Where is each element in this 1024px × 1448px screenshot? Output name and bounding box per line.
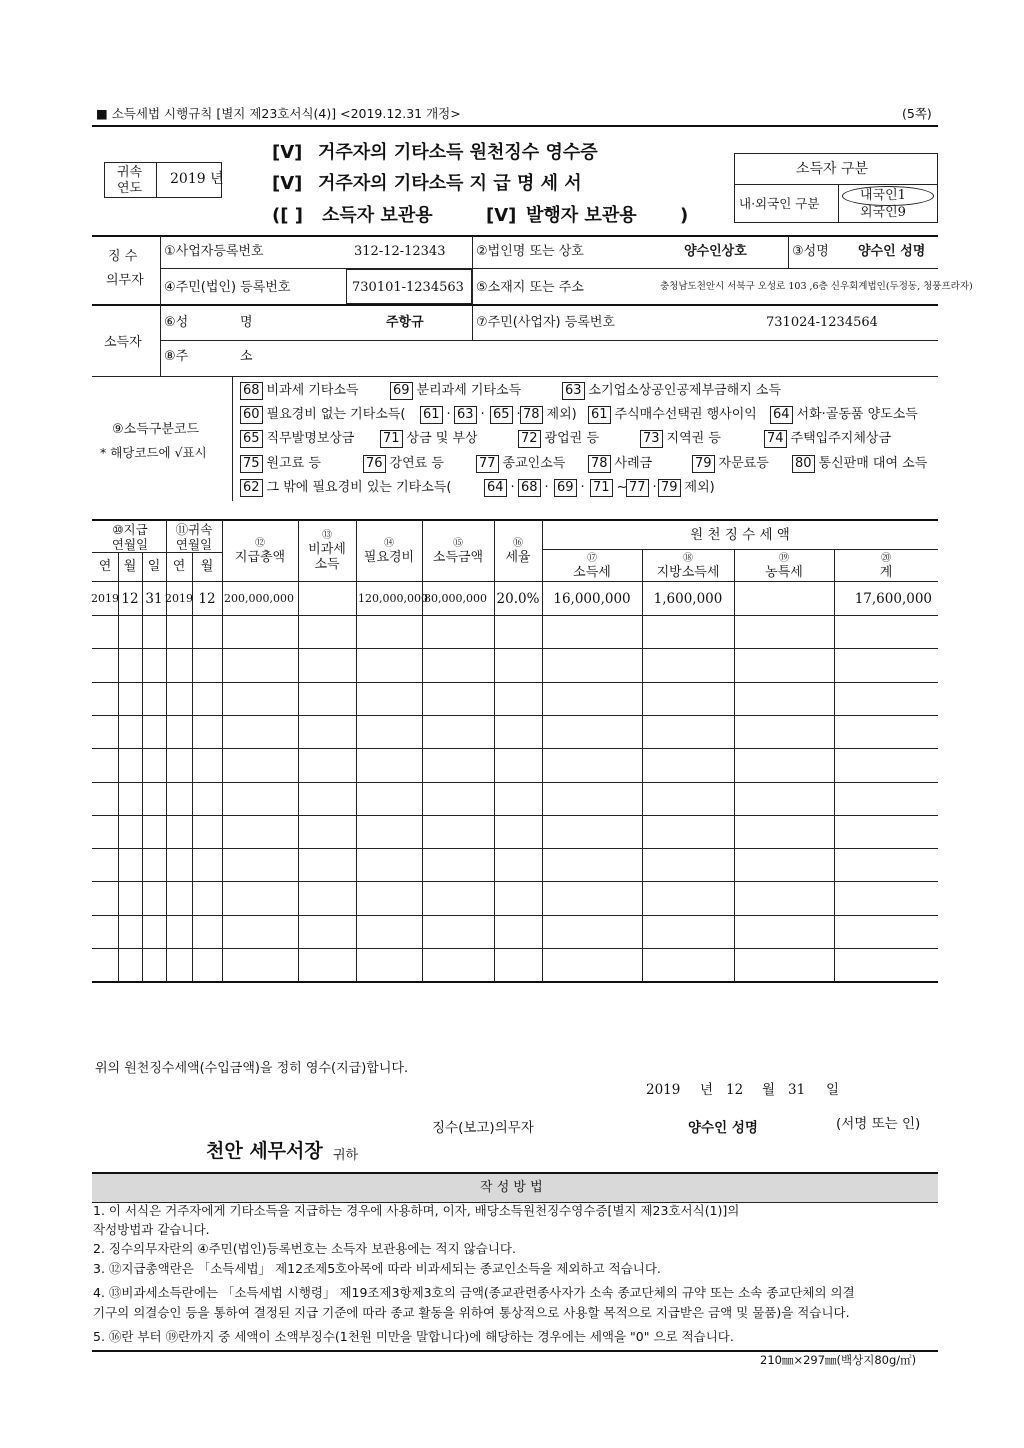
income-code-checkbox[interactable]: 77 [476, 455, 499, 473]
table-header: ⑯ [513, 538, 523, 549]
resident-option-foreign[interactable]: 외국인9 [860, 205, 906, 220]
income-code-checkbox[interactable]: 71 [590, 479, 613, 497]
income-code-item [240, 479, 451, 497]
title-2-check[interactable]: [V] [272, 173, 303, 194]
income-code-text: 주식매수선택권 행사이익 [614, 407, 757, 422]
recipient-section: 소득자 [104, 335, 142, 350]
income-code-checkbox[interactable]: 69 [554, 479, 577, 497]
income-code-text: 자문료등 [718, 456, 769, 471]
income-code-checkbox[interactable]: 79 [692, 455, 715, 473]
income-code-item [640, 430, 721, 448]
table-header: ⑩지급 [112, 522, 148, 537]
income-code-item [692, 455, 769, 473]
address-label: ⑤소재지 또는 주소 [476, 280, 584, 295]
date-month: 12 [726, 1082, 744, 1098]
recipient-address-label-1: ⑧주 [164, 349, 189, 364]
income-code-note: * 해당코드에 √표시 [100, 445, 207, 460]
payer-name-label: ③성명 [792, 244, 829, 259]
income-code-item [240, 430, 354, 448]
biz-no-value: 312-12-12343 [354, 244, 446, 259]
income-code-checkbox[interactable]: 61 [420, 406, 443, 424]
income-code-text: 소기업소상공인공제부금해지 소득 [588, 383, 782, 398]
table-header: 일 [147, 559, 161, 574]
recipient-name-label-2: 명 [240, 315, 253, 330]
table-header: 소득금액 [432, 550, 484, 565]
reg-no-label: ④주민(법인) 등록번호 [164, 280, 291, 295]
recipient-name-label-1: ⑥성 [164, 315, 189, 330]
recipient-reg-label: ⑦주민(사업자) 등록번호 [476, 315, 615, 330]
table-cell-expense: 120,000,000 [358, 592, 428, 605]
instructions-title: 작 성 방 법 [480, 1180, 543, 1195]
income-code-text: 통신판매 대여 소득 [818, 456, 928, 471]
corp-name-value: 양수인상호 [684, 244, 747, 259]
instruction-line: 3. ⑫지급총액란은 「소득세법」 제12조제5호아목에 따라 비과세되는 종교인소득을 제외하고 적습니다. [93, 1261, 661, 1276]
income-code-checkbox[interactable]: 60 [240, 406, 263, 424]
income-code-item [420, 406, 451, 424]
year-label-2: 연도 [117, 181, 143, 196]
copy-issuer: 발행자 보관용 [526, 205, 637, 226]
table-header: 연 [98, 559, 112, 574]
table-header: 지급총액 [234, 550, 286, 565]
income-code-text: 비과세 기타소득 [266, 383, 359, 398]
income-code-item [363, 455, 444, 473]
table-cell-pay-y: 2019 [91, 592, 119, 605]
table-header: 월 [123, 559, 137, 574]
income-code-checkbox[interactable]: 63 [562, 382, 585, 400]
income-code-item [484, 479, 515, 497]
income-code-item [562, 382, 781, 400]
tax-office: 천안 세무서장 [206, 1140, 323, 1162]
income-code-checkbox[interactable]: 68 [518, 479, 541, 497]
table-cell-income: 80,000,000 [424, 592, 487, 605]
instruction-line: 5. ⑯란 부터 ⑲란까지 중 세액이 소액부징수(1천원 미만을 말합니다)에 해당하는 경우에는 세액을 "0" 으로 적습니다. [93, 1329, 734, 1344]
instruction-line: 작성방법과 같습니다. [93, 1222, 210, 1237]
date-month-label: 월 [762, 1082, 776, 1098]
income-code-item [518, 479, 549, 497]
table-header: 월 [200, 559, 214, 574]
table-header: ⑱ [683, 553, 693, 564]
income-code-item [380, 430, 478, 448]
income-code-text: · [516, 407, 521, 422]
income-code-item [588, 455, 652, 473]
income-code-checkbox[interactable]: 80 [792, 455, 815, 473]
income-code-checkbox[interactable]: 77 [626, 479, 649, 497]
table-header: 농특세 [765, 565, 803, 580]
table-header: 세율 [505, 550, 531, 565]
title-receipt: 거주자의 기타소득 원천징수 영수증 [318, 142, 598, 163]
table-cell-attr-y: 2019 [165, 592, 193, 605]
income-code-checkbox[interactable]: 65 [240, 430, 263, 448]
table-header: 계 [879, 565, 893, 580]
income-code-text: 직무발명보상금 [266, 431, 355, 446]
income-code-text: 지역권 등 [666, 431, 721, 446]
income-code-text: · [446, 407, 451, 422]
biz-no-label: ①사업자등록번호 [164, 244, 264, 259]
income-code-text: 사례금 [614, 456, 653, 471]
table-header: 소득 [314, 557, 340, 572]
income-code-checkbox[interactable]: 65 [490, 406, 513, 424]
income-code-checkbox[interactable]: 78 [588, 455, 611, 473]
income-code-item [240, 382, 359, 400]
table-header: ⑫ [255, 538, 265, 549]
income-code-text: 그 밖에 필요경비 있는 기타소득( [266, 480, 452, 495]
copy-close: ) [680, 205, 689, 226]
table-header: 필요경비 [363, 550, 415, 565]
income-code-text: 종교인소득 [502, 456, 566, 471]
income-code-item [520, 406, 577, 424]
table-header: ⑭ [384, 538, 394, 549]
table-header: ⑮ [453, 538, 463, 549]
title-1-check[interactable]: [V] [272, 142, 303, 163]
table-header: ⑬ [322, 530, 332, 541]
income-code-checkbox[interactable]: 61 [588, 406, 611, 424]
reg-no-value: 730101-1234563 [352, 280, 464, 295]
income-code-item [490, 406, 521, 424]
income-code-checkbox[interactable]: 76 [363, 455, 386, 473]
instruction-line: 4. ⑬비과세소득란에는 「소득세법 시행령」 제19조제3항제3호의 금액(종교관련종사자가 소속 종교단체의 규약 또는 소속 종교단체의 의결 [93, 1285, 855, 1300]
table-header: 지방소득세 [656, 565, 720, 580]
instruction-line: 1. 이 서식은 거주자에게 기타소득을 지급하는 경우에 사용하며, 이자, 배당소득원천징수영수증[별지 제23호서식(1)]의 [93, 1203, 740, 1218]
law-reference: ■ 소득세법 시행규칙 [별지 제23호서식(4)] <2019.12.31 개정> [96, 106, 461, 121]
income-code-checkbox[interactable]: 78 [520, 406, 543, 424]
copy-issuer-check[interactable]: [V] [486, 205, 517, 226]
instruction-line: 기구의 의결승인 등을 통하여 결정된 지급 기준에 따라 종교 활동을 위하여 통상적으로 사용할 목적으로 지급받은 금액 및 물품)을 적습니다. [93, 1305, 850, 1320]
date-day-label: 일 [826, 1082, 840, 1098]
income-code-checkbox[interactable]: 71 [380, 430, 403, 448]
table-cell-pay-m: 12 [121, 591, 139, 607]
income-code-text: ~ [616, 480, 628, 495]
payer-signature-label: 징수(보고)의무자 [432, 1120, 534, 1136]
income-code-item [588, 406, 757, 424]
signature-note: (서명 또는 인) [836, 1116, 921, 1132]
header-rule [92, 125, 938, 127]
table-header: ⑪귀속 [175, 522, 213, 537]
table-header: 비과세 [308, 542, 346, 557]
table-header: ⑳ [881, 553, 891, 564]
corp-name-label: ②법인명 또는 상호 [476, 244, 584, 259]
receipt-statement: 위의 원천징수세액(수입금액)을 정히 영수(지급)합니다. [95, 1061, 409, 1076]
table-cell-total: 200,000,000 [224, 592, 294, 605]
income-code-text: 필요경비 없는 기타소득( [266, 407, 406, 422]
page-number: (5쪽) [902, 106, 932, 121]
income-code-item [240, 406, 405, 424]
date-day: 31 [788, 1082, 806, 1098]
income-code-checkbox[interactable]: 69 [390, 382, 413, 400]
income-type-title: 소득자 구분 [796, 161, 869, 177]
income-code-label: ⑨소득구분코드 [112, 422, 200, 437]
income-code-item [240, 455, 321, 473]
recipient-name: 주항규 [386, 315, 424, 330]
income-code-checkbox[interactable]: 62 [240, 479, 263, 497]
table-cell-sum: 17,600,000 [854, 591, 932, 607]
income-code-item [590, 479, 627, 497]
paper-spec: 210㎜×297㎜(백상지80g/㎡) [760, 1353, 917, 1367]
date-year-label: 년 [700, 1082, 714, 1098]
income-code-text: 제외) [684, 480, 715, 495]
income-code-checkbox[interactable]: 63 [454, 406, 477, 424]
attribution-year: 2019 년 [170, 171, 224, 187]
income-code-checkbox[interactable]: 75 [240, 455, 263, 473]
income-code-text: · [510, 480, 515, 495]
table-cell-income-tax: 16,000,000 [553, 591, 631, 607]
income-code-checkbox[interactable]: 73 [640, 430, 663, 448]
title-statement: 거주자의 기타소득 지 급 명 세 서 [318, 173, 582, 194]
payer-name-value: 양수인 성명 [858, 244, 926, 259]
income-code-item [518, 430, 599, 448]
income-code-item [770, 406, 918, 424]
instruction-line: 2. 징수의무자란의 ④주민(법인)등록번호는 소득자 보관용에는 적지 않습니다. [93, 1241, 516, 1256]
table-header: 원 천 징 수 세 액 [690, 527, 790, 543]
recipient-address-label-2: 소 [240, 349, 253, 364]
income-code-text: 광업권 등 [544, 431, 599, 446]
table-header: 연월일 [111, 537, 149, 552]
year-label-1: 귀속 [117, 165, 143, 180]
copy-open: ([ ] [272, 205, 303, 226]
payer-section-2: 의무자 [106, 273, 144, 288]
income-code-text: 원고료 등 [266, 456, 321, 471]
income-code-item [658, 479, 715, 497]
income-code-text: 상금 및 부상 [406, 431, 478, 446]
table-header: 소득세 [573, 565, 611, 580]
table-header: 연월일 [175, 537, 213, 552]
income-code-checkbox[interactable]: 64 [770, 406, 793, 424]
income-code-item [626, 479, 657, 497]
date-year: 2019 [646, 1082, 681, 1098]
resident-option-domestic[interactable]: 내국인1 [860, 188, 906, 203]
income-code-text: 강연료 등 [389, 456, 444, 471]
recipient-reg-no: 731024-1234564 [766, 315, 878, 330]
income-code-item [792, 455, 927, 473]
payer-address: 충청남도천안시 서북구 오성로 103 ,6층 신우회계법인(두정동, 청풍프라자) [660, 281, 973, 292]
payer-section-1: 징 수 [108, 249, 138, 264]
income-code-item [554, 479, 585, 497]
table-header: 연 [172, 559, 186, 574]
income-code-checkbox[interactable]: 79 [658, 479, 681, 497]
income-code-text: 주택입주지체상금 [790, 431, 892, 446]
income-code-text: · [544, 480, 549, 495]
income-code-checkbox[interactable]: 74 [764, 430, 787, 448]
table-header: ⑲ [779, 553, 789, 564]
income-code-item [476, 455, 565, 473]
income-code-text: · [652, 480, 657, 495]
tax-office-suffix: 귀하 [333, 1148, 359, 1163]
table-cell-rate: 20.0% [496, 591, 540, 607]
income-code-item [390, 382, 521, 400]
table-cell-attr-m: 12 [198, 591, 216, 607]
income-code-checkbox[interactable]: 72 [518, 430, 541, 448]
copy-recipient: 소득자 보관용 [322, 205, 433, 226]
income-code-checkbox[interactable]: 68 [240, 382, 263, 400]
income-code-text: 제외) [546, 407, 577, 422]
income-code-text: · [580, 480, 585, 495]
income-code-text: 분리과세 기타소득 [416, 383, 522, 398]
income-code-text: 서화·골동품 양도소득 [796, 407, 918, 422]
table-header: ⑰ [587, 553, 597, 564]
income-code-item [454, 406, 485, 424]
income-code-item [764, 430, 891, 448]
payer-signature-name: 양수인 성명 [688, 1120, 758, 1136]
income-code-checkbox[interactable]: 64 [484, 479, 507, 497]
table-cell-pay-d: 31 [145, 591, 163, 607]
income-code-text: · [480, 407, 485, 422]
resident-type-label: 내·외국인 구분 [739, 196, 820, 211]
table-cell-local-tax: 1,600,000 [653, 591, 723, 607]
